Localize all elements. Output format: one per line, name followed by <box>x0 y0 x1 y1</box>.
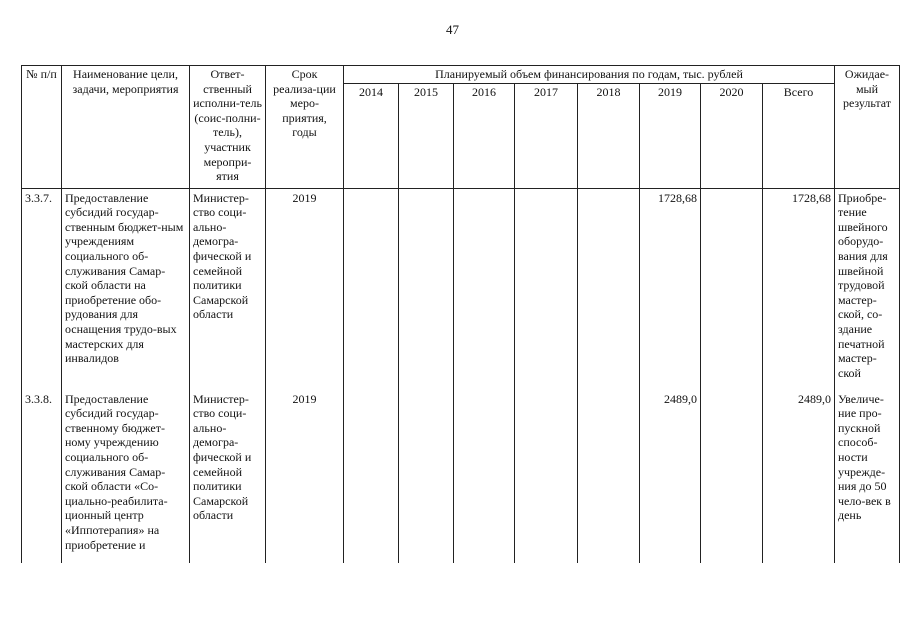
header-year-2014: 2014 <box>344 83 399 188</box>
row-value-2016 <box>454 390 515 563</box>
header-financing: Планируемый объем финансирования по годам, тыс. рублей <box>344 66 835 84</box>
row-executor: Министер-ство соци-ально-демогра-фической и семейной политики Самарской области <box>190 390 266 563</box>
row-value-2019: 1728,68 <box>640 188 701 390</box>
header-year-2018: 2018 <box>578 83 640 188</box>
row-value-2017 <box>515 188 578 390</box>
header-total: Всего <box>763 83 835 188</box>
row-num: 3.3.7. <box>22 188 62 390</box>
row-value-2019: 2489,0 <box>640 390 701 563</box>
row-value-2015 <box>399 188 454 390</box>
row-value-2018 <box>578 188 640 390</box>
row-name: Предоставление субсидий государ-ственному бюджет-ному учреждению социального об-служивания Самар-ской области «Со-циально-реабилита-ционный центр «Иппотерапия» на приобретение и <box>62 390 190 563</box>
row-total: 1728,68 <box>763 188 835 390</box>
header-year-2016: 2016 <box>454 83 515 188</box>
header-year-2020: 2020 <box>701 83 763 188</box>
row-value-2020 <box>701 188 763 390</box>
header-year-2019: 2019 <box>640 83 701 188</box>
header-num: № п/п <box>22 66 62 189</box>
row-value-2016 <box>454 188 515 390</box>
header-year-2015: 2015 <box>399 83 454 188</box>
header-result: Ожидае-мый результат <box>835 66 900 189</box>
row-term: 2019 <box>266 188 344 390</box>
row-result: Приобре-тение швейного оборудо-вания для швейной трудовой мастер-ской, со-здание печатной мастер-ской <box>835 188 900 390</box>
row-term: 2019 <box>266 390 344 563</box>
header-year-2017: 2017 <box>515 83 578 188</box>
header-executor: Ответ-ственный исполни-тель (соис-полни-тель), участник меропри-ятия <box>190 66 266 189</box>
header-row <box>22 66 900 84</box>
page-number: 47 <box>446 22 459 37</box>
header-name: Наименование цели, задачи, мероприятия <box>62 66 190 189</box>
table-row <box>22 390 900 563</box>
row-value-2015 <box>399 390 454 563</box>
row-value-2014 <box>344 188 399 390</box>
financing-plan-table <box>21 65 900 563</box>
row-result: Увеличе-ние про-пускной способ-ности учрежде-ния до 50 чело-век в день <box>835 390 900 563</box>
row-executor: Министер-ство соци-ально-демогра-фической и семейной политики Самарской области <box>190 188 266 390</box>
row-num: 3.3.8. <box>22 390 62 563</box>
row-total: 2489,0 <box>763 390 835 563</box>
row-name: Предоставление субсидий государ-ственным бюджет-ным учреждениям социального об-служивания Самар-ской области на приобретение обо-рудования для оснащения трудо-вых мастерских для инвалидов <box>62 188 190 390</box>
row-value-2017 <box>515 390 578 563</box>
row-value-2020 <box>701 390 763 563</box>
table-row <box>22 188 900 390</box>
row-value-2014 <box>344 390 399 563</box>
header-term: Срок реализа-ции меро-приятия, годы <box>266 66 344 189</box>
row-value-2018 <box>578 390 640 563</box>
